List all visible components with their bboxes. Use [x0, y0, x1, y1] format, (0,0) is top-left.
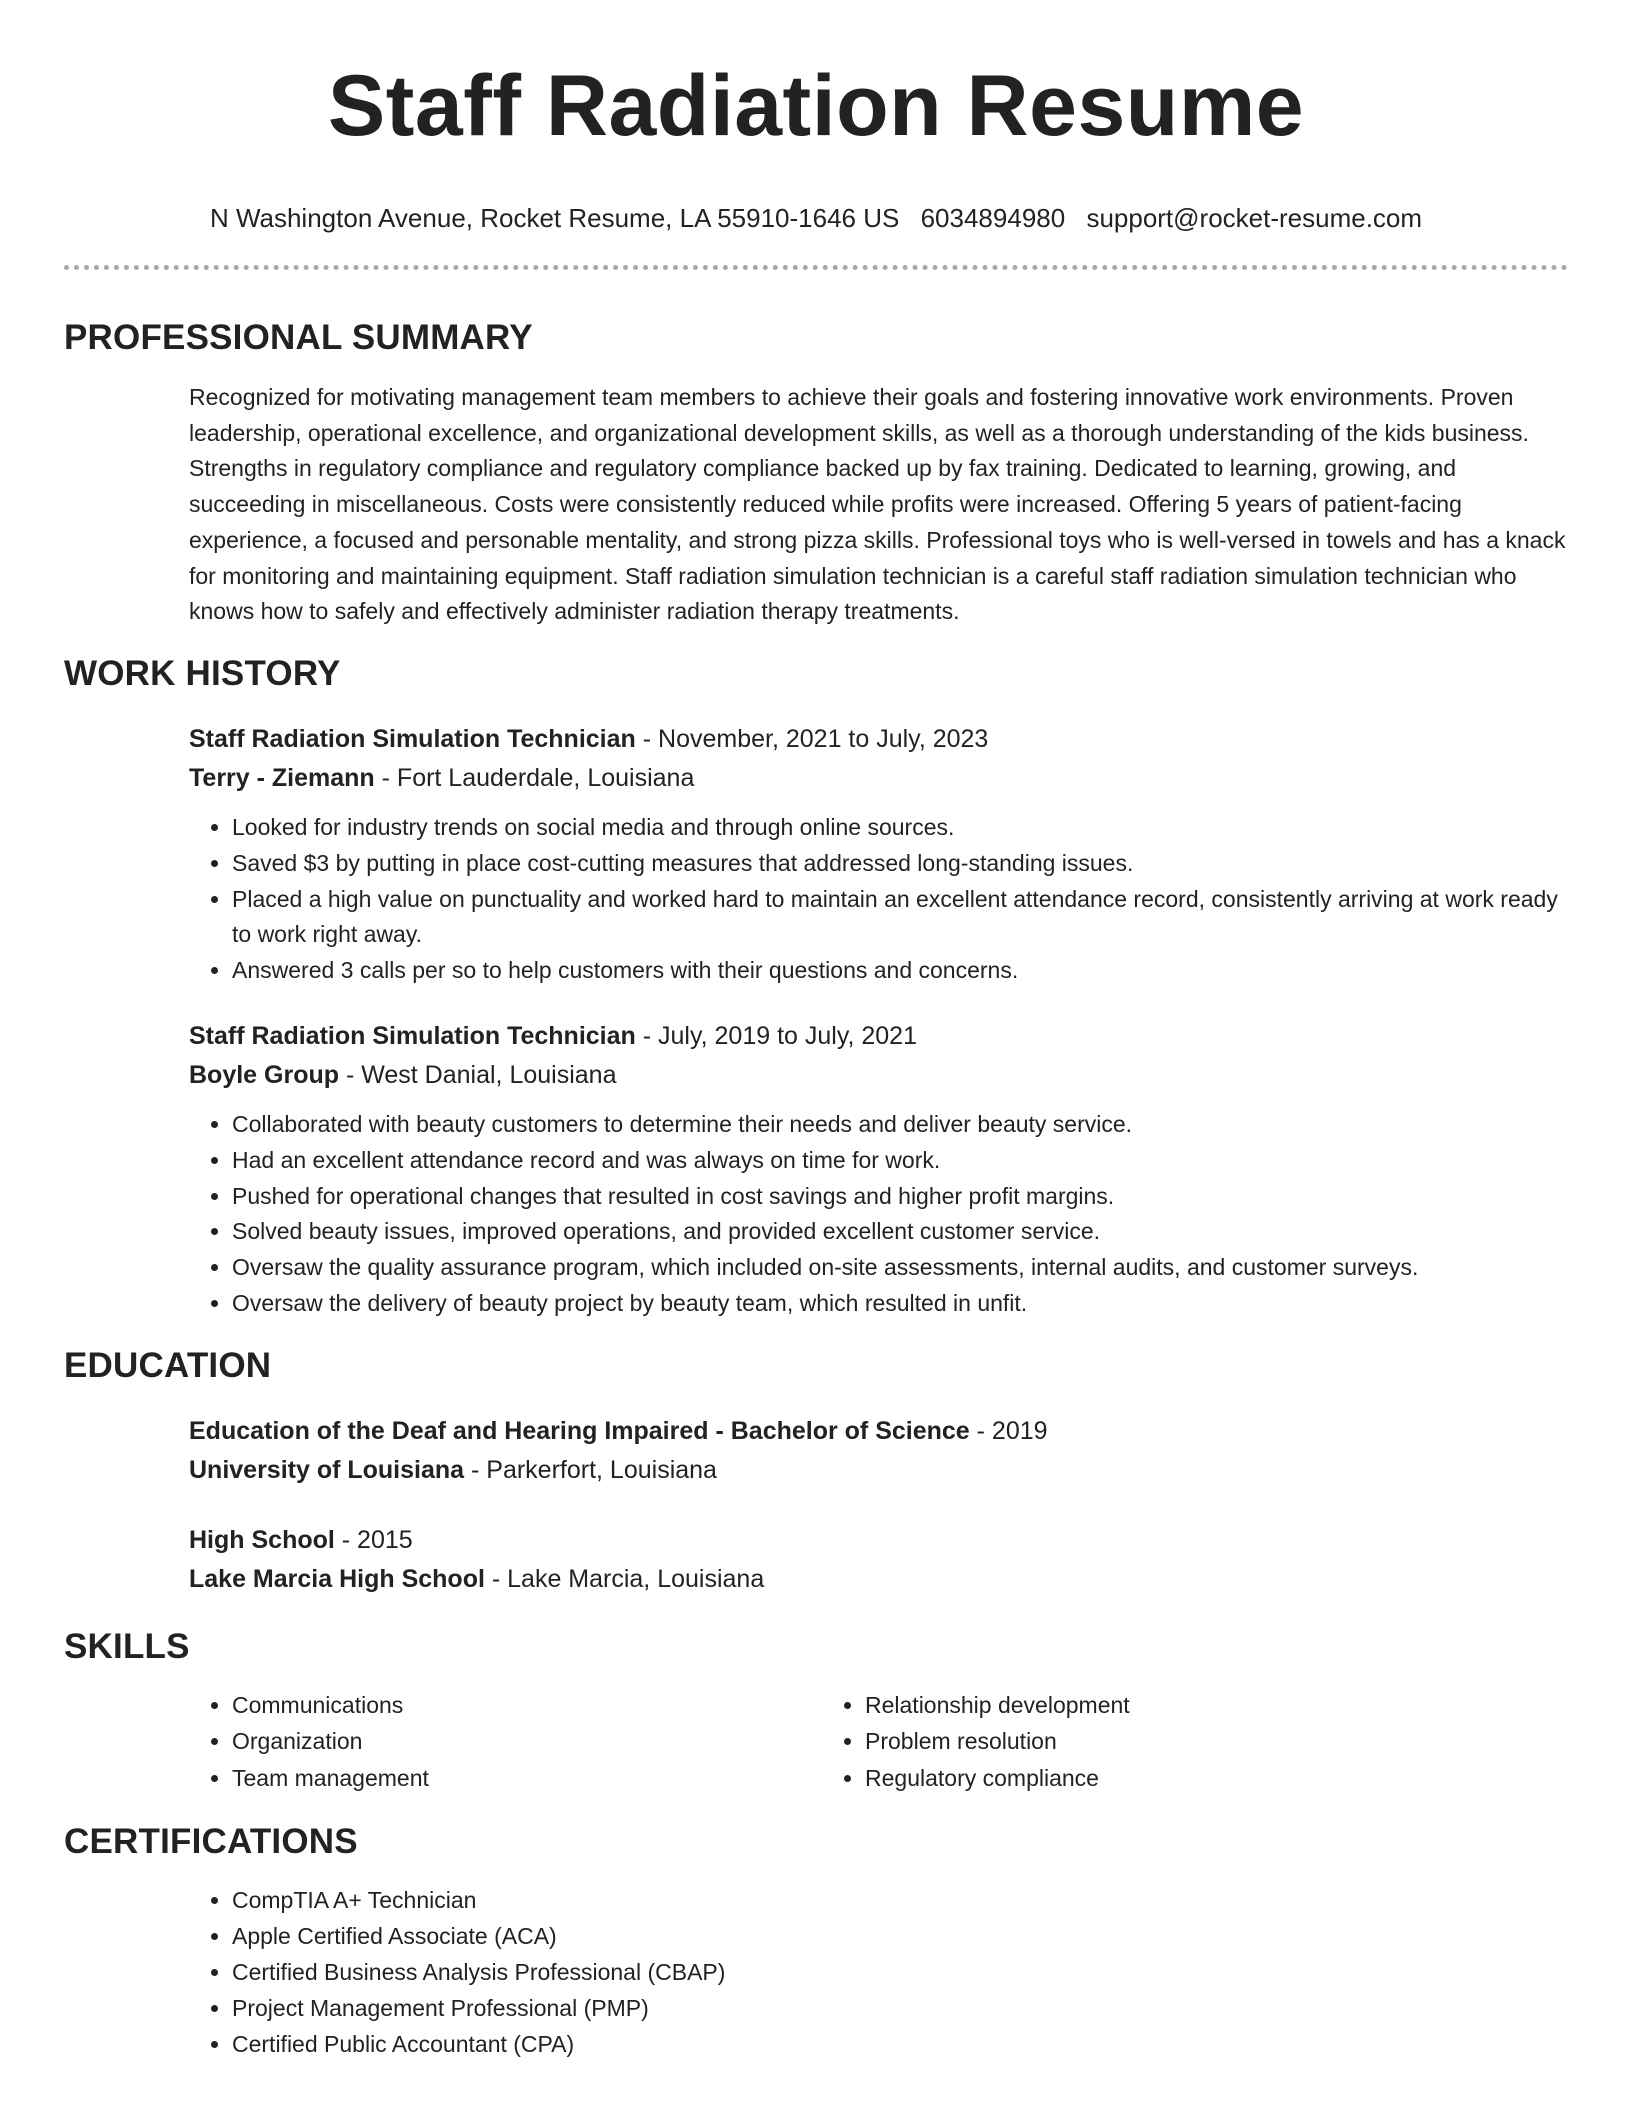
skills-columns	[189, 1687, 1568, 1797]
contact-line	[64, 201, 1568, 235]
degree-line	[189, 1521, 1568, 1560]
school-line	[189, 1560, 1568, 1599]
degree-line	[189, 1412, 1568, 1451]
contact-phone: 6034894980	[920, 203, 1066, 233]
school-line	[189, 1451, 1568, 1490]
education-entry	[189, 1521, 1568, 1599]
degree-year: - 2019	[969, 1416, 1048, 1445]
resume-title: Staff Radiation Resume	[327, 58, 1305, 154]
list-item: • Team management	[232, 1760, 822, 1797]
skills-section	[64, 1625, 1568, 1797]
work-history-heading: WORK HISTORY	[64, 653, 341, 693]
list-item: • Oversaw the delivery of beauty project by beauty team, which resulted in unfit.	[232, 1286, 1568, 1322]
job-entry	[189, 1017, 1568, 1322]
summary-text: Recognized for motivating management team members to achieve their goals and fostering innovative work environments. Proven leadership, operational excellence, and organizational development skills, as well as a thorough understanding of the kids business. Strengths in regulatory compliance and regulatory compliance backed up by fax training. Dedicated to learning, growing, and succeeding in miscellaneous. Costs were consistently reduced while profits were increased. Offering 5 years of patient-facing experience, a focused and personable mentality, and strong pizza skills. Professional toys who is well-versed in towels and has a knack for monitoring and maintaining equipment. Staff radiation simulation technician is a careful staff radiation simulation technician who knows how to safely and effectively administer radiation therapy treatments.	[189, 384, 1566, 625]
education-section	[64, 1344, 1568, 1599]
job-bullets	[189, 1107, 1568, 1322]
certifications-heading: CERTIFICATIONS	[64, 1822, 358, 1862]
list-item: • Oversaw the quality assurance program, which included on-site assessments, internal audits, and customer surveys.	[232, 1250, 1568, 1286]
job-entry	[189, 720, 1568, 989]
degree-name: High School	[189, 1525, 335, 1554]
job-dates: - July, 2019 to July, 2021	[635, 1021, 917, 1050]
contact-email: support@rocket-resume.com	[1086, 203, 1423, 233]
list-item: • Saved $3 by putting in place cost-cutting measures that addressed long-standing issues.	[232, 846, 1568, 882]
job-location: - Fort Lauderdale, Louisiana	[374, 763, 695, 792]
list-item: • Solved beauty issues, improved operations, and provided excellent customer service.	[232, 1214, 1568, 1250]
job-title-line	[189, 1017, 1568, 1056]
list-item: • Collaborated with beauty customers to determine their needs and deliver beauty service.	[232, 1107, 1568, 1143]
job-company-line	[189, 1056, 1568, 1095]
work-history-section	[64, 652, 1568, 1322]
list-item: • Communications	[232, 1687, 822, 1724]
certifications-list	[189, 1882, 1568, 2062]
job-title-line	[189, 720, 1568, 759]
skills-heading: SKILLS	[64, 1626, 190, 1666]
school-location: - Lake Marcia, Louisiana	[484, 1564, 765, 1593]
job-dates: - November, 2021 to July, 2023	[635, 724, 989, 753]
certifications-section	[64, 1820, 1568, 2062]
list-item: • Certified Public Accountant (CPA)	[232, 2026, 1568, 2062]
list-item: • Pushed for operational changes that resulted in cost savings and higher profit margins.	[232, 1179, 1568, 1215]
school-name: University of Louisiana	[189, 1455, 465, 1484]
list-item: • Certified Business Analysis Professional (CBAP)	[232, 1954, 1568, 1990]
job-company: Terry - Ziemann	[189, 763, 375, 792]
list-item: • Had an excellent attendance record and was always on time for work.	[232, 1143, 1568, 1179]
job-bullets	[189, 810, 1568, 989]
degree-name: Education of the Deaf and Hearing Impaired - Bachelor of Science	[189, 1416, 970, 1445]
education-heading: EDUCATION	[64, 1345, 272, 1385]
summary-section	[64, 316, 1568, 630]
list-item: • Apple Certified Associate (ACA)	[232, 1918, 1568, 1954]
job-role: Staff Radiation Simulation Technician	[189, 1021, 636, 1050]
list-item: • Answered 3 calls per so to help customers with their questions and concerns.	[232, 953, 1568, 989]
list-item: • Project Management Professional (PMP)	[232, 1990, 1568, 2026]
contact-address: N Washington Avenue, Rocket Resume, LA 55910-1646 US	[209, 203, 900, 233]
job-company-line	[189, 759, 1568, 798]
skills-column-left	[189, 1687, 822, 1797]
job-company: Boyle Group	[189, 1060, 340, 1089]
skills-column-right	[822, 1687, 1455, 1797]
list-item: • Problem resolution	[865, 1723, 1455, 1760]
list-item: • CompTIA A+ Technician	[232, 1882, 1568, 1918]
job-location: - West Danial, Louisiana	[339, 1060, 617, 1089]
list-item: • Organization	[232, 1723, 822, 1760]
list-item: • Looked for industry trends on social media and through online sources.	[232, 810, 1568, 846]
summary-heading: PROFESSIONAL SUMMARY	[64, 318, 533, 357]
list-item: • Regulatory compliance	[865, 1760, 1455, 1797]
header-divider	[64, 265, 1568, 270]
job-role: Staff Radiation Simulation Technician	[189, 724, 636, 753]
school-location: - Parkerfort, Louisiana	[464, 1455, 717, 1484]
degree-year: - 2015	[334, 1525, 413, 1554]
education-entry	[189, 1412, 1568, 1490]
school-name: Lake Marcia High School	[189, 1564, 485, 1593]
list-item: • Relationship development	[865, 1687, 1455, 1724]
list-item: • Placed a high value on punctuality and worked hard to maintain an excellent attendance record, consistently arriving at work ready to work right away.	[232, 882, 1568, 954]
